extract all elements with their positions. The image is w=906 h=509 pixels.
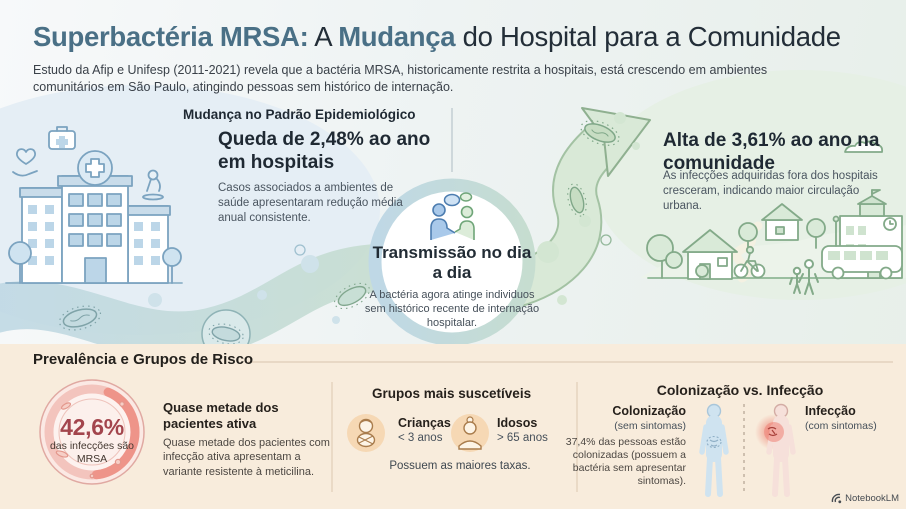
groups-footer: Possuem as maiores taxas. <box>389 460 531 472</box>
infection-subtitle: (com sintomas) <box>805 420 877 432</box>
hospital-stat-body: Casos associados a ambientes de saúde apresentaram redução média anual consistente. <box>218 182 403 224</box>
first-aid-kit-icon <box>49 127 75 149</box>
people-talking-icon <box>422 192 484 242</box>
elderly-label: Idosos <box>497 416 538 430</box>
baby-icon <box>347 414 385 452</box>
title-plain-1: A <box>308 21 339 52</box>
colonization-subtitle: (sem sintomas) <box>614 420 686 432</box>
prevalence-body: Quase metade dos pacientes com infecção ativa apresentam a variante resistente à meticilina. <box>163 437 330 478</box>
subtitle: Estudo da Afip e Unifesp (2011-2021) revela que a bactéria MRSA, historicamente restrita a hospitais, está crescendo em ambientes comunitários em São Paulo, atingindo pessoas sem histórico de internação. <box>33 63 768 95</box>
children-label: Crianças <box>398 416 451 430</box>
title-accent-1: Superbactéria MRSA: <box>33 21 309 52</box>
groups-heading: Grupos mais suscetíveis <box>372 386 532 401</box>
elderly-icon <box>451 414 489 452</box>
notebooklm-icon <box>831 493 842 504</box>
prevalence-title: Quase metade dos pacientes ativa <box>163 400 279 431</box>
watermark <box>831 493 899 504</box>
community-stat-title: Alta de 3,61% ao ano na comunidade <box>663 130 880 175</box>
title-plain-2: do Hospital para a Comunidade <box>455 21 841 52</box>
children-age: < 3 anos <box>398 432 443 444</box>
hospital-stat-title: Queda de 2,48% ao ano em hospitais <box>218 129 431 174</box>
elderly-age: > 65 anos <box>497 432 548 444</box>
main-title <box>33 21 898 53</box>
prevalence-value: 42,6% <box>60 414 124 440</box>
watermark-label: NotebookLM <box>845 493 899 504</box>
colonization-body: 37,4% das pessoas estão colonizadas (possuem a bactéria sem apresentar sintomas). <box>565 436 686 488</box>
infection-label: Infecção <box>805 404 856 418</box>
colonization-heading: Colonização vs. Infecção <box>656 382 824 398</box>
infected-body-figure <box>755 405 793 495</box>
colonization-label: Colonização <box>612 404 686 418</box>
prevalence-label: das infecções são MRSA <box>49 440 135 465</box>
community-stat-body: As infecções adquiridas fora dos hospitais cresceram, indicando maior circulação urbana. <box>663 170 878 212</box>
hospital-section-heading: Mudança no Padrão Epidemiológico <box>183 107 416 122</box>
colonized-body-figure <box>702 405 726 495</box>
transmission-title: Transmissão no dia a dia <box>372 243 532 282</box>
bottom-section-heading: Prevalência e Grupos de Risco <box>33 351 254 368</box>
transmission-body: A bactéria agora atinge individuos sem histórico recente de internação hospitalar. <box>364 289 540 329</box>
title-accent-2: Mudança <box>338 21 456 52</box>
